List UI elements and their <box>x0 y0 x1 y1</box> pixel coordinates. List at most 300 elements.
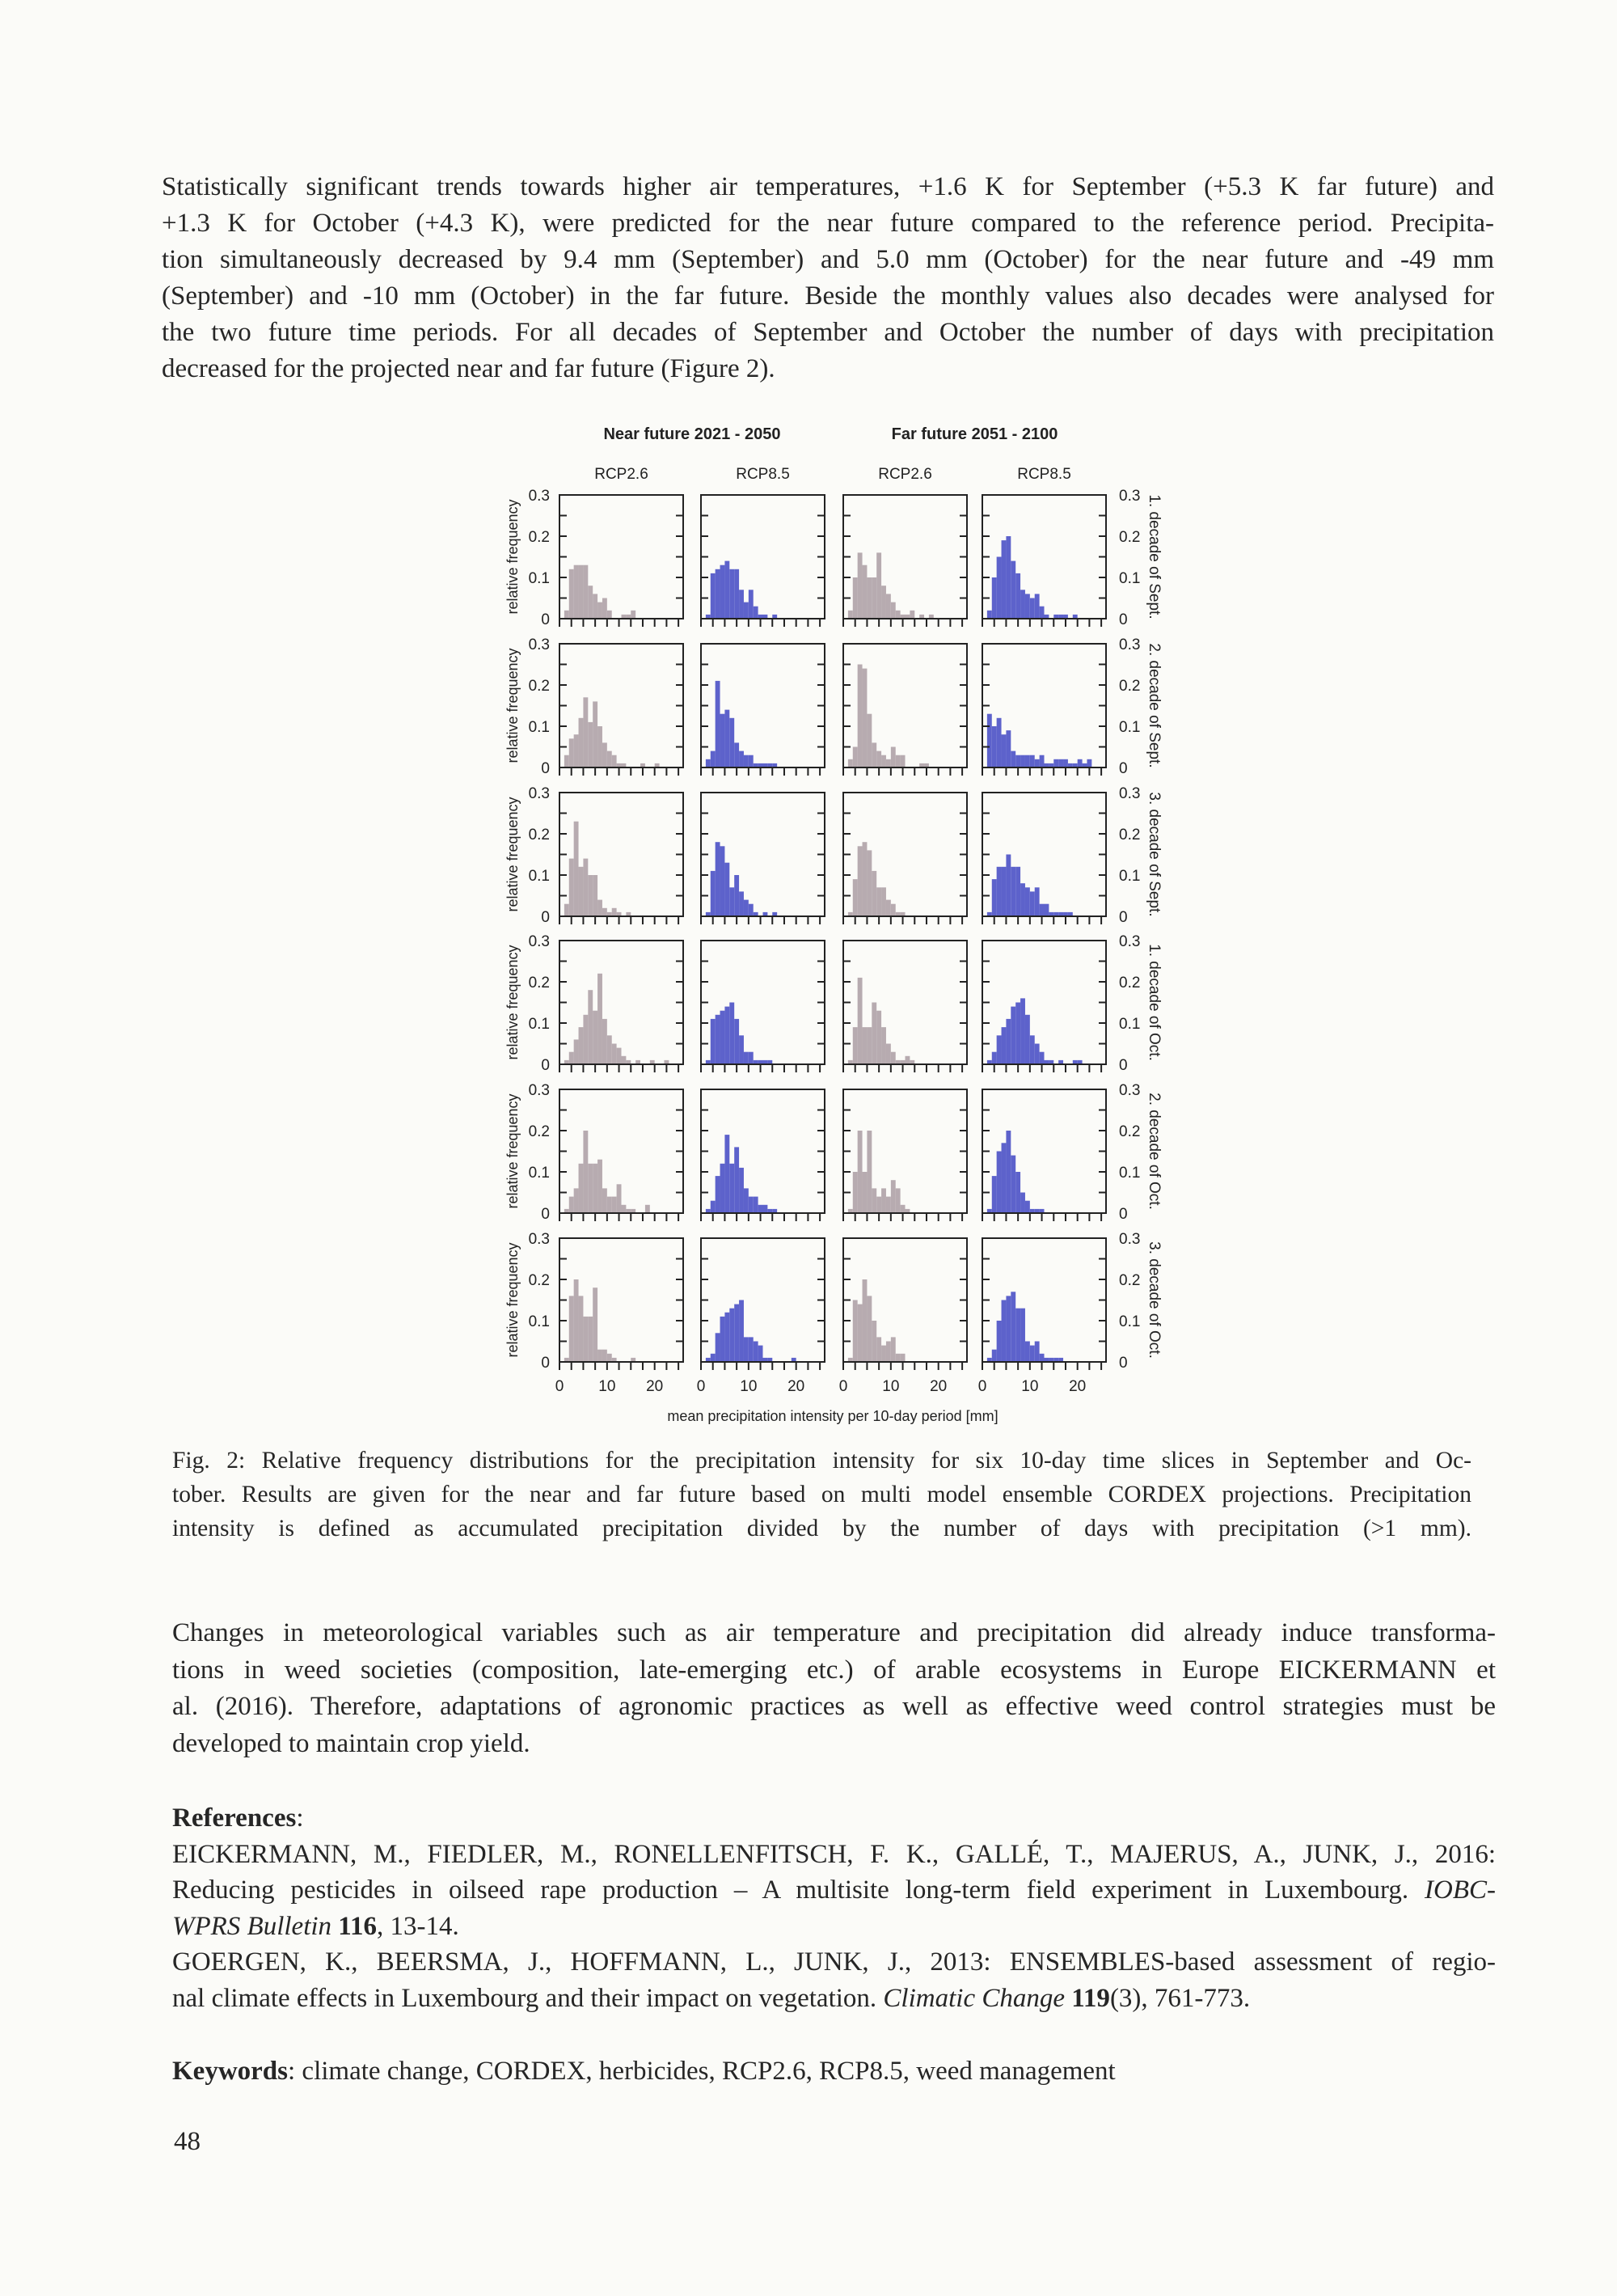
histogram-panel <box>843 941 967 1072</box>
histogram-bar <box>987 611 992 619</box>
histogram-bar <box>1030 1035 1035 1064</box>
histogram-bar <box>734 569 739 619</box>
histogram-bar <box>901 1205 906 1213</box>
histogram-bar <box>711 1019 716 1064</box>
histogram-bar <box>997 867 1002 916</box>
y-tick-label-right: 0 <box>1119 1355 1128 1372</box>
histogram-bar <box>1087 759 1091 767</box>
histogram-bar <box>863 1027 868 1064</box>
histogram-bar <box>1025 755 1030 767</box>
caption-line: intensity is defined as accumulated precipitation divided by the number of days with precipitation (>1 mm). <box>172 1516 1471 1541</box>
y-tick-label-left: 0.1 <box>528 570 550 587</box>
histogram-panel <box>843 1238 967 1370</box>
histogram-bar <box>597 1350 602 1362</box>
x-tick-label: 0 <box>977 1378 987 1395</box>
histogram-bar <box>602 742 607 767</box>
histogram-bar <box>891 1337 896 1362</box>
histogram-bar <box>583 1317 588 1362</box>
x-tick-label: 20 <box>930 1378 948 1395</box>
body-paragraph-2 <box>172 1615 1496 1762</box>
histogram-bar <box>858 552 863 619</box>
reference-1-line <box>172 1909 1496 1945</box>
histogram-bar <box>901 755 906 767</box>
histogram-bar <box>754 1197 758 1213</box>
histogram-bar <box>744 755 749 767</box>
histogram-bar <box>992 879 997 916</box>
histogram-bar <box>744 603 749 619</box>
histogram-bar <box>858 1131 863 1213</box>
histogram-bar <box>1015 1309 1020 1362</box>
histogram-bar <box>617 1048 622 1064</box>
histogram-bar <box>1025 887 1030 916</box>
histogram-bar <box>574 565 579 619</box>
histogram-bar <box>1035 1342 1040 1363</box>
histogram-bar <box>1020 590 1025 619</box>
histogram-bar <box>711 573 716 619</box>
histogram-bar <box>876 1337 881 1362</box>
histogram-bar <box>569 1296 574 1362</box>
histogram-bar <box>749 590 754 619</box>
histogram-panel <box>559 495 683 627</box>
figure-caption <box>172 1444 1471 1545</box>
text-line: (September) and -10 mm (October) in the far future. Beside the monthly values also decades were analysed for <box>162 281 1494 311</box>
histogram-bar <box>617 1184 622 1213</box>
histogram-bar <box>987 714 992 767</box>
histogram-bar <box>1006 1296 1011 1362</box>
histogram-bar <box>607 751 612 767</box>
histogram-bar <box>997 1321 1002 1362</box>
y-tick-label-right: 0.1 <box>1119 1165 1141 1182</box>
references-section <box>172 1800 1496 2017</box>
x-tick-label: 20 <box>787 1378 805 1395</box>
histogram-bar <box>886 1197 891 1213</box>
histogram-bar <box>612 908 617 916</box>
histogram-bar <box>1053 759 1058 767</box>
histogram-bar <box>588 875 593 916</box>
histogram-bar <box>711 1354 716 1362</box>
histogram-bar <box>720 1011 725 1064</box>
histogram-bar <box>1020 1309 1025 1362</box>
histogram-bar <box>1006 1019 1011 1064</box>
reference-journal: WPRS Bulletin <box>172 1911 332 1941</box>
histogram-bar <box>706 759 711 767</box>
reference-2-line <box>172 1981 1496 2017</box>
histogram-bar <box>1040 1354 1045 1362</box>
histogram-bar <box>867 577 872 619</box>
histogram-bar <box>724 1313 729 1362</box>
histogram-bar <box>597 603 602 619</box>
reference-volume: 116 <box>338 1911 377 1941</box>
caption-line: Fig. 2: Relative frequency distributions for the precipitation intensity for six 10-day time slices in September and Oc- <box>172 1448 1471 1474</box>
histogram-bar <box>863 1279 868 1362</box>
y-tick-label-left: 0 <box>541 1355 550 1372</box>
x-tick-label: 20 <box>646 1378 664 1395</box>
y-tick-label-right: 0 <box>1119 760 1128 777</box>
histogram-bar <box>588 990 593 1064</box>
histogram-bar <box>720 1317 725 1362</box>
histogram-bar <box>744 1337 749 1362</box>
histogram-bar <box>1011 751 1015 767</box>
histogram-bar <box>881 586 886 619</box>
histogram-bar <box>734 1147 739 1213</box>
histogram-bar <box>612 1197 617 1213</box>
histogram-bar <box>729 887 734 916</box>
group-header: Far future 2051 - 2100 <box>891 425 1058 443</box>
y-tick-label-left: 0.2 <box>528 678 550 695</box>
histogram-bar <box>1020 883 1025 916</box>
y-tick-label-right: 0 <box>1119 611 1128 628</box>
histogram-bar <box>588 1317 593 1362</box>
text-line: developed to maintain crop yield. <box>172 1728 530 1758</box>
histogram-bar <box>739 1168 744 1213</box>
histogram-bar <box>564 904 569 916</box>
histogram-panel <box>701 644 825 776</box>
histogram-bar <box>579 1164 584 1213</box>
histogram-bar <box>588 722 593 767</box>
text-line: the two future time periods. For all decades of September and October the number of days with precipitation <box>162 318 1494 347</box>
histogram-bar <box>597 974 602 1064</box>
histogram-bar <box>729 1003 734 1065</box>
histogram-bar <box>564 755 569 767</box>
group-header: Near future 2021 - 2050 <box>603 425 781 443</box>
reference-pages: (3), 761-773. <box>1109 1983 1251 2013</box>
x-tick-label: 10 <box>882 1378 900 1395</box>
histogram-bar <box>1015 755 1020 767</box>
histogram-panel <box>559 941 683 1072</box>
histogram-bar <box>631 611 635 619</box>
histogram-bar <box>716 1176 720 1213</box>
histogram-bar <box>881 1346 886 1362</box>
histogram-bar <box>876 1011 881 1064</box>
keywords-label: Keywords <box>172 2057 288 2086</box>
histogram-bar <box>574 1188 579 1213</box>
histogram-bar <box>901 1354 906 1362</box>
row-label: 3. decade of Sept. <box>1146 792 1163 917</box>
histogram-panel <box>559 1089 683 1221</box>
y-tick-label-right: 0.2 <box>1119 678 1141 695</box>
histogram-bar <box>612 1044 617 1065</box>
y-tick-label-right: 0.2 <box>1119 975 1141 992</box>
histogram-bar <box>729 718 734 767</box>
histogram-bar <box>853 1300 858 1363</box>
histogram-bar <box>872 1188 876 1213</box>
histogram-panel <box>843 495 967 627</box>
histogram-panel <box>982 644 1106 776</box>
histogram-bar <box>1015 1172 1020 1213</box>
histogram-bar <box>896 1188 901 1213</box>
histogram-bar <box>758 1346 763 1362</box>
histogram-bar <box>593 701 597 767</box>
histogram-bar <box>711 751 716 767</box>
x-tick-label: 0 <box>838 1378 848 1395</box>
histogram-panel <box>559 1238 683 1370</box>
y-tick-label-right: 0.1 <box>1119 1016 1141 1033</box>
y-tick-label-right: 0.1 <box>1119 1313 1141 1330</box>
histogram-bar <box>583 1131 588 1213</box>
histogram-bar <box>881 1027 886 1064</box>
histogram-bar <box>597 900 602 916</box>
y-tick-label-right: 0.3 <box>1119 488 1141 505</box>
histogram-bar <box>863 842 868 916</box>
histogram-bar <box>1030 755 1035 767</box>
y-tick-label-right: 0 <box>1119 909 1128 926</box>
y-tick-label-left: 0.1 <box>528 1165 550 1182</box>
histogram-bar <box>612 755 617 767</box>
histogram-bar <box>872 577 876 619</box>
histogram-bar <box>853 1027 858 1064</box>
y-tick-label-right: 0.3 <box>1119 636 1141 653</box>
y-axis-label: relative frequency <box>505 499 521 615</box>
y-tick-label-right: 0.2 <box>1119 1272 1141 1289</box>
histogram-bar <box>579 867 584 916</box>
y-tick-label-left: 0.2 <box>528 1123 550 1140</box>
histogram-bar <box>992 1052 997 1064</box>
histogram-bar <box>744 1188 749 1213</box>
text-line: tion simultaneously decreased by 9.4 mm (September) and 5.0 mm (October) for the near future and -49 mm <box>162 245 1494 274</box>
histogram-bar <box>711 1201 716 1213</box>
histogram-bar <box>896 755 901 767</box>
histogram-bar <box>1015 1003 1020 1065</box>
histogram-bar <box>1030 891 1035 916</box>
y-tick-label-left: 0.3 <box>528 933 550 950</box>
histogram-panel <box>701 793 825 924</box>
histogram-bar <box>867 1027 872 1064</box>
histogram-bar <box>1002 1027 1007 1064</box>
reference-journal: IOBC- <box>1425 1875 1496 1905</box>
histogram-bar <box>716 842 720 916</box>
histogram-bar <box>583 1015 588 1064</box>
histogram-bar <box>579 718 584 767</box>
histogram-bar <box>1045 904 1049 916</box>
histogram-bar <box>724 1007 729 1064</box>
column-header: RCP8.5 <box>736 466 790 483</box>
column-header: RCP2.6 <box>878 466 932 483</box>
histogram-bar <box>1040 755 1045 767</box>
reference-pages: , 13-14. <box>376 1911 459 1941</box>
y-tick-label-left: 0.3 <box>528 785 550 802</box>
histogram-bar <box>886 759 891 767</box>
x-tick-label: 10 <box>740 1378 758 1395</box>
histogram-bar <box>564 611 569 619</box>
reference-title: nal climate effects in Luxembourg and their impact on vegetation. <box>172 1983 884 2013</box>
histogram-bar <box>1011 1156 1015 1213</box>
histogram-bar <box>602 1188 607 1213</box>
histogram-bar <box>744 900 749 916</box>
text-line: decreased for the projected near and far future (Figure 2). <box>162 354 775 383</box>
histogram-bar <box>734 1019 739 1064</box>
histogram-bar <box>607 1035 612 1064</box>
histogram-bar <box>602 598 607 619</box>
histogram-bar <box>997 1035 1002 1064</box>
y-tick-label-left: 0 <box>541 611 550 628</box>
x-tick-label: 10 <box>598 1378 616 1395</box>
row-label: 1. decade of Oct. <box>1146 944 1163 1061</box>
histogram-panel <box>982 1089 1106 1221</box>
histogram-bar <box>992 726 997 767</box>
page-number: 48 <box>174 2127 201 2156</box>
y-tick-label-left: 0.1 <box>528 719 550 736</box>
histogram-panel <box>559 793 683 924</box>
histogram-bar <box>734 875 739 916</box>
histogram-bar <box>881 755 886 767</box>
histogram-bar <box>583 697 588 767</box>
histogram-bar <box>867 1131 872 1213</box>
y-tick-label-right: 0.3 <box>1119 1231 1141 1248</box>
histogram-bar <box>876 552 881 619</box>
histogram-bar <box>1020 755 1025 767</box>
x-tick-label: 0 <box>555 1378 564 1395</box>
histogram-bar <box>622 1056 627 1064</box>
histogram-panel <box>701 495 825 627</box>
histogram-bar <box>716 1333 720 1362</box>
histogram-bar <box>1058 759 1063 767</box>
histogram-bar <box>734 742 739 767</box>
histogram-bar <box>886 900 891 916</box>
y-tick-label-right: 0 <box>1119 1206 1128 1223</box>
histogram-bar <box>597 726 602 767</box>
x-axis-label: mean precipitation intensity per 10-day period [mm] <box>667 1408 998 1424</box>
histogram-bar <box>588 1164 593 1213</box>
histogram-bar <box>1002 540 1007 619</box>
y-tick-label-right: 0.3 <box>1119 785 1141 802</box>
y-axis-label: relative frequency <box>505 945 521 1060</box>
reference-1-line: EICKERMANN, M., FIEDLER, M., RONELLENFITSCH, F. K., GALLÉ, T., MAJERUS, A., JUNK, J., 2016: <box>172 1839 1496 1869</box>
y-tick-label-left: 0 <box>541 760 550 777</box>
y-axis-label: relative frequency <box>505 648 521 763</box>
histogram-panel <box>843 644 967 776</box>
histogram-bar <box>749 904 754 916</box>
histogram-bar <box>739 891 744 916</box>
histogram-bar <box>1025 594 1030 619</box>
histogram-bar <box>1011 1007 1015 1064</box>
histogram-bar <box>1025 1201 1030 1213</box>
histogram-bar <box>569 859 574 916</box>
histogram-bar <box>1020 998 1025 1064</box>
y-tick-label-left: 0 <box>541 909 550 926</box>
histogram-bar <box>593 1164 597 1213</box>
y-tick-label-right: 0.1 <box>1119 868 1141 885</box>
histogram-bar <box>749 1337 754 1362</box>
histogram-bar <box>858 665 863 768</box>
histogram-bar <box>720 846 725 916</box>
histogram-panel <box>843 1089 967 1221</box>
caption-line: tober. Results are given for the near and far future based on multi model ensemble CORDEX projections. Precipitation <box>172 1482 1471 1507</box>
reference-title: Reducing pesticides in oilseed rape production – A multisite long-term field experiment in Luxembourg. <box>172 1875 1425 1905</box>
histogram-panel <box>701 1089 825 1221</box>
histogram-bar <box>744 1052 749 1064</box>
histogram-bar <box>906 1056 910 1064</box>
histogram-bar <box>1025 1342 1030 1363</box>
keywords-text: : climate change, CORDEX, herbicides, RCP2.6, RCP8.5, weed management <box>288 2057 1116 2086</box>
histogram-bar <box>1025 1015 1030 1064</box>
histogram-bar <box>602 1350 607 1362</box>
column-header: RCP8.5 <box>1017 466 1071 483</box>
histogram-bar <box>863 669 868 767</box>
row-label: 2. decade of Oct. <box>1146 1093 1163 1210</box>
histogram-bar <box>872 1003 876 1065</box>
histogram-bar <box>858 1304 863 1362</box>
y-tick-label-right: 0.2 <box>1119 529 1141 546</box>
histogram-bar <box>720 714 725 767</box>
keywords-line <box>172 2053 1116 2090</box>
x-tick-label: 0 <box>696 1378 706 1395</box>
histogram-panel <box>982 793 1106 924</box>
histogram-bar <box>1015 573 1020 619</box>
histogram-bar <box>1030 1346 1035 1362</box>
histogram-bar <box>749 1052 754 1064</box>
histogram-bar <box>891 747 896 768</box>
text-line: al. (2016). Therefore, adaptations of agronomic practices as well as effective weed control strategies must be <box>172 1692 1496 1721</box>
histogram-bar <box>593 875 597 916</box>
histogram-bar <box>1006 536 1011 619</box>
histogram-bar <box>881 887 886 916</box>
histogram-bar <box>1015 867 1020 916</box>
histogram-bar <box>607 611 612 619</box>
histogram-bar <box>848 759 853 767</box>
histogram-bar <box>583 565 588 619</box>
histogram-bar <box>1002 1143 1007 1213</box>
histogram-bar <box>853 747 858 768</box>
y-tick-label-right: 0.2 <box>1119 1123 1141 1140</box>
text-line: tions in weed societies (composition, late-emerging etc.) of arable ecosystems in Europe EICKERMANN et <box>172 1655 1496 1685</box>
y-tick-label-left: 0 <box>541 1206 550 1223</box>
y-tick-label-right: 0.3 <box>1119 933 1141 950</box>
histogram-bar <box>1063 759 1068 767</box>
histogram-bar <box>992 1176 997 1213</box>
histogram-bar <box>886 594 891 619</box>
y-tick-label-left: 0.1 <box>528 868 550 885</box>
histogram-bar <box>579 1027 584 1064</box>
row-label: 1. decade of Sept. <box>1146 494 1163 619</box>
histogram-bar <box>997 1152 1002 1214</box>
histogram-bar <box>992 1350 997 1362</box>
histogram-bar <box>711 871 716 916</box>
histogram-bar <box>583 859 588 916</box>
histogram-bar <box>749 1197 754 1213</box>
y-tick-label-left: 0.2 <box>528 827 550 844</box>
histogram-bar <box>734 1304 739 1362</box>
histogram-bar <box>1002 867 1007 916</box>
histogram-bar <box>569 1197 574 1213</box>
histogram-bar <box>1030 598 1035 619</box>
histogram-bar <box>1035 594 1040 619</box>
histogram-bar <box>1011 561 1015 619</box>
histogram-bar <box>1040 1052 1045 1064</box>
histogram-bar <box>588 586 593 619</box>
histogram-bar <box>593 594 597 619</box>
histogram-bar <box>992 577 997 619</box>
histogram-bar <box>867 714 872 767</box>
histogram-bar <box>724 863 729 916</box>
histogram-bar <box>853 879 858 916</box>
histogram-bar <box>886 1342 891 1363</box>
histogram-bar <box>593 1011 597 1064</box>
y-axis-label: relative frequency <box>505 1093 521 1209</box>
references-heading-text: References <box>172 1803 297 1833</box>
histogram-bar <box>720 1164 725 1213</box>
text-line: Changes in meteorological variables such as air temperature and precipitation did already induce transforma- <box>172 1618 1496 1647</box>
histogram-bar <box>729 1309 734 1362</box>
histogram-bar <box>569 569 574 619</box>
histogram-bar <box>1011 867 1015 916</box>
histogram-bar <box>602 908 607 916</box>
row-label: 2. decade of Sept. <box>1146 643 1163 768</box>
references-heading <box>172 1800 1496 1837</box>
histogram-bar <box>896 1354 901 1362</box>
histogram-bar <box>720 565 725 619</box>
histogram-bar <box>910 611 914 619</box>
reference-1-line <box>172 1872 1496 1909</box>
